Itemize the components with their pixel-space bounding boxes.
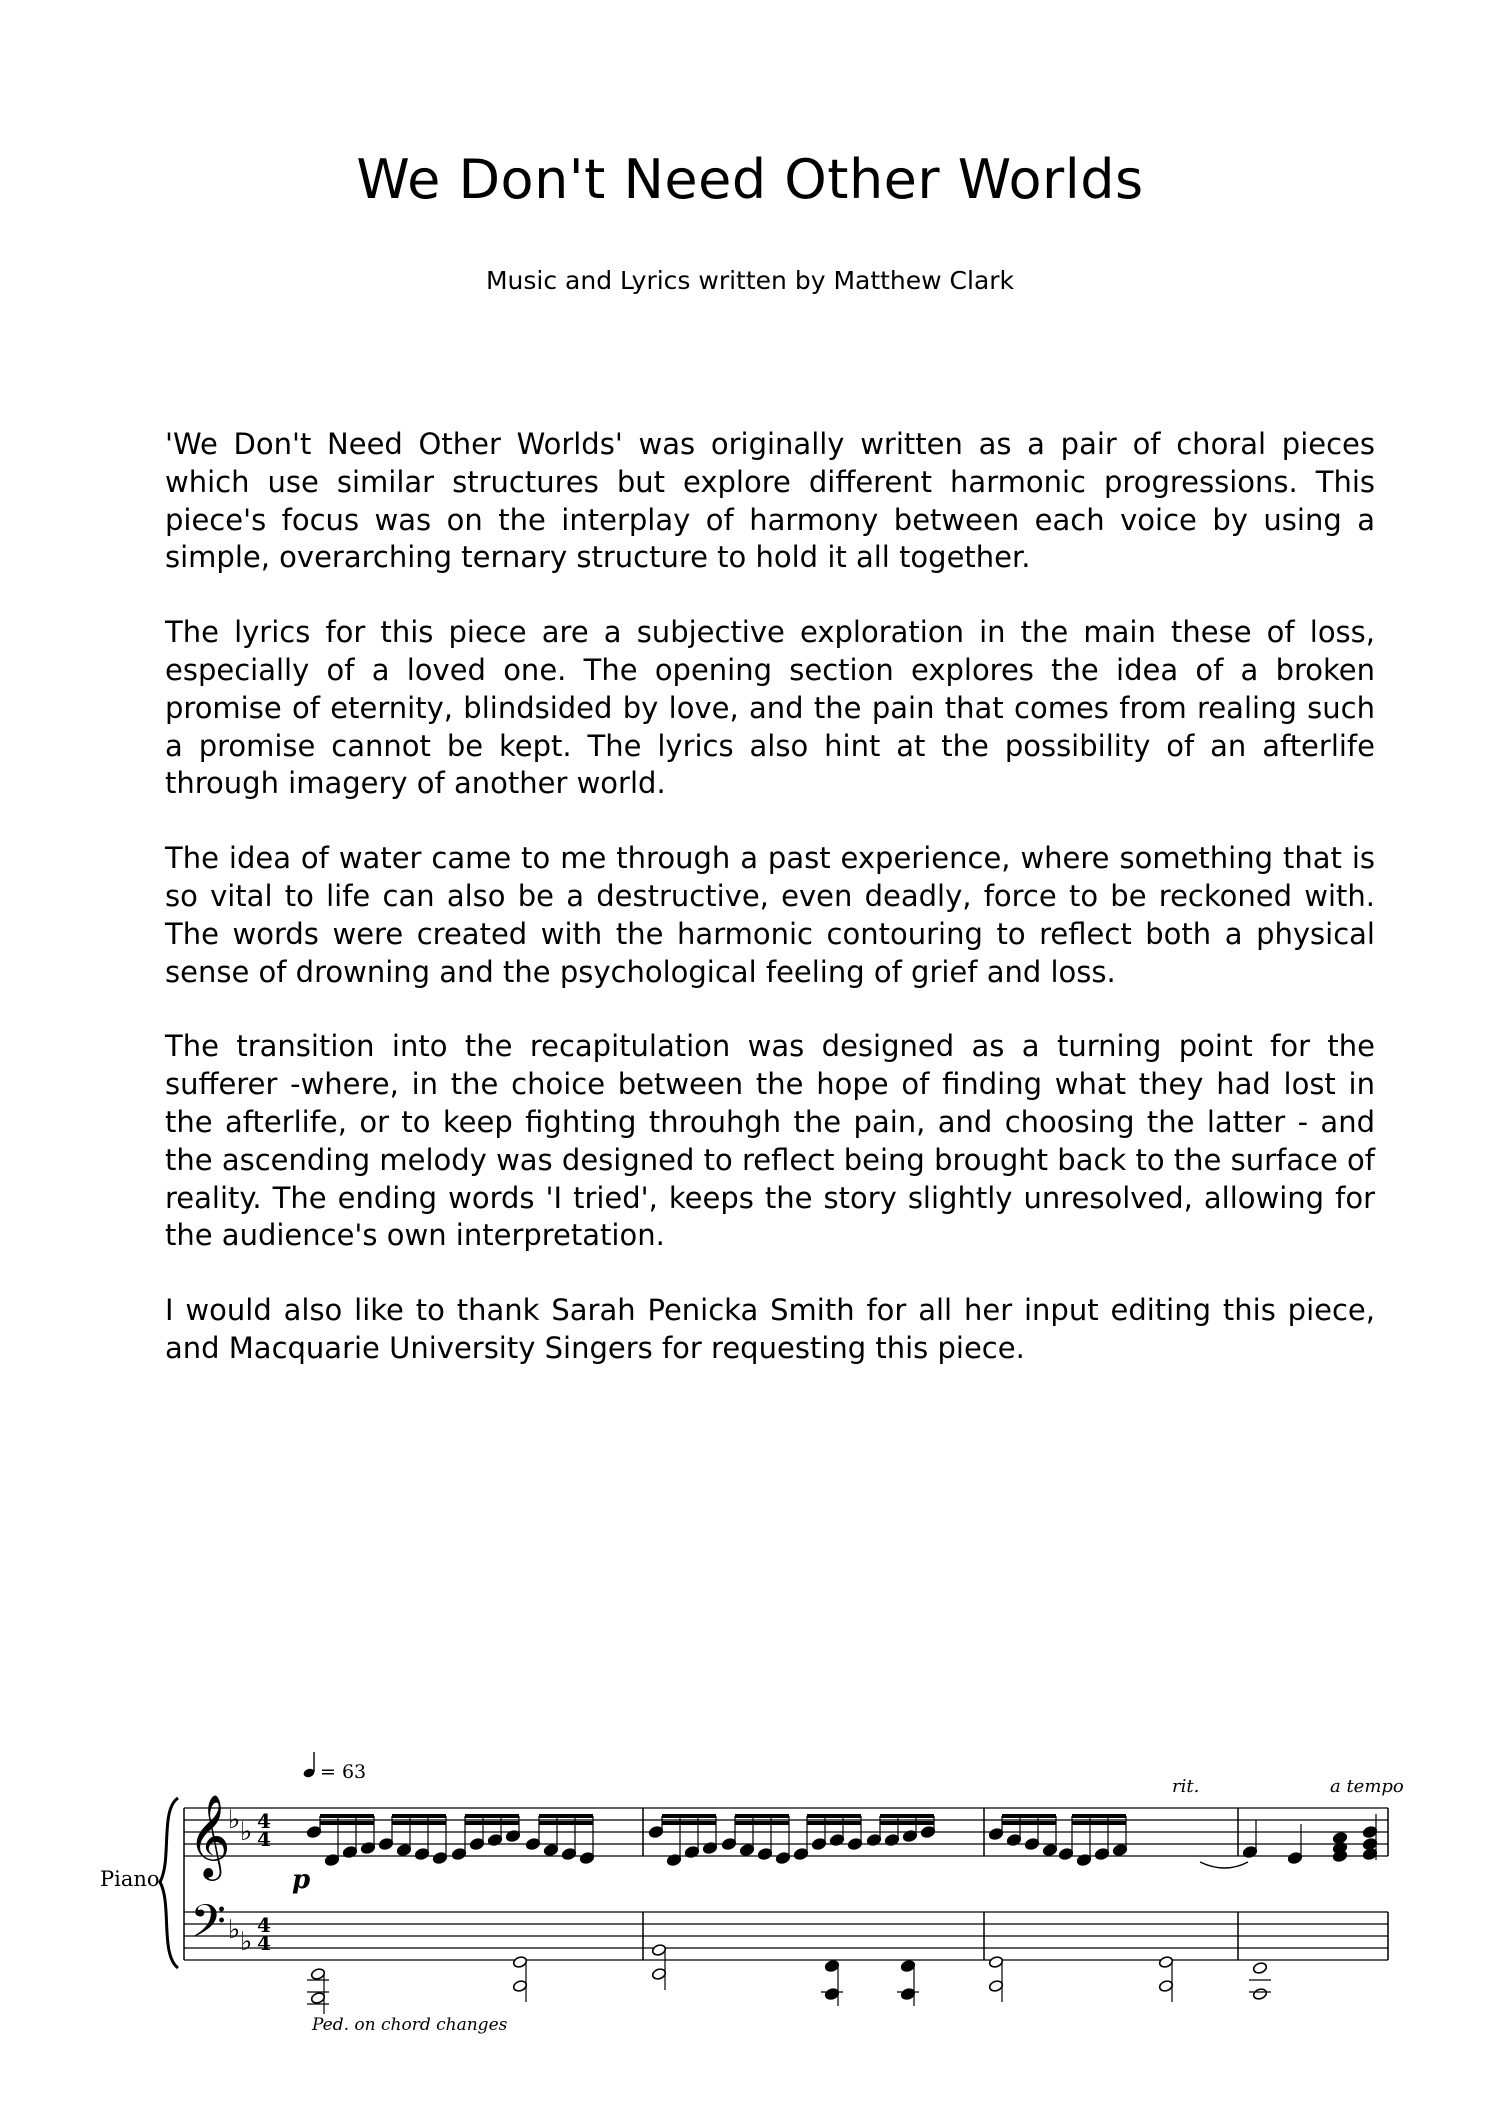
rit-marking: rit. [1172, 1776, 1200, 1797]
sixteenth-note [775, 1851, 790, 1864]
bass-note [651, 1943, 666, 1956]
treble-time-bottom: 4 [257, 1827, 271, 1851]
whole-note [1252, 1987, 1267, 2000]
bass-note [310, 1991, 325, 2004]
page-subtitle: Music and Lyrics written by Matthew Clark [485, 266, 1015, 295]
bass-note [824, 1987, 839, 2000]
bass-note [824, 1959, 839, 1972]
sixteenth-note [396, 1843, 411, 1856]
page-title: We Don't Need Other Worlds [356, 148, 1144, 211]
sixteenth-note [988, 1827, 1003, 1840]
bass-note [512, 1979, 527, 1992]
treble-key-flat-1: ♭ [228, 1805, 241, 1835]
bass-note [651, 1967, 666, 1980]
pedal-marking: Ped. on chord changes [312, 2015, 508, 2035]
brace [160, 1798, 178, 1968]
instrument-label: Piano [100, 1867, 160, 1891]
paragraph-4: The transition into the recapitulation was designed as a turning point for the sufferer -where, in the choice between the hope of finding what they had lost in the afterlife, or to keep fighting throuhgh the pain, and choosing the latter - and the ascending melody was designed to reflect being brought back to the surface of reality. The ending words 'I tried', keeps the story slightly unresolved, allowing for the audience's own interpretation. [165, 1029, 1375, 1253]
sixteenth-note [1058, 1847, 1073, 1860]
sixteenth-note [811, 1837, 826, 1850]
bass-key-flat-1: ♭ [228, 1915, 241, 1945]
bass-key-flat-2: ♭ [240, 1927, 253, 1957]
sixteenth-note [793, 1847, 808, 1860]
sixteenth-note [1024, 1837, 1039, 1850]
sixteenth-note [432, 1851, 447, 1864]
treble-key-flat-2: ♭ [240, 1817, 253, 1847]
sixteenth-note [847, 1837, 862, 1850]
sixteenth-note [414, 1847, 429, 1860]
tempo-marking [302, 1752, 366, 1783]
paragraph-3: The idea of water came to me through a past experience, where something that is so vital to life can also be a destructive, even deadly, force to be reckoned with. The words were created with the harmonic contouring to reflect both a physical sense of drowning and the psychological feeling of grief and loss. [165, 841, 1375, 989]
sixteenth-note [525, 1837, 540, 1850]
sixteenth-note [920, 1825, 935, 1838]
staff-lines [184, 1808, 1388, 1960]
sixteenth-note [378, 1837, 393, 1850]
bass-note [1158, 1955, 1173, 1968]
bass-time-bottom: 4 [257, 1931, 271, 1955]
sixteenth-note [451, 1847, 466, 1860]
whole-note [1252, 1961, 1267, 1974]
sixteenth-note [648, 1825, 663, 1838]
paragraph-5: I would also like to thank Sarah Penicka Smith for all her input editing this piece, and Macquarie University Singers for requesting this piece. [165, 1293, 1375, 1365]
treble-clef: 𝄞 [188, 1793, 231, 1877]
a-tempo-marking: a tempo [1330, 1776, 1404, 1797]
bass-note [310, 1967, 325, 1980]
sixteenth-note [1042, 1843, 1057, 1856]
bass-note [512, 1955, 527, 1968]
piano-score-system [0, 1740, 1500, 2040]
sixteenth-note [1094, 1847, 1109, 1860]
sixteenth-note [561, 1847, 576, 1860]
sixteenth-note [739, 1843, 754, 1856]
dotted-quarter-note [1287, 1851, 1302, 1864]
bass-note [900, 1987, 915, 2000]
chord-note [1362, 1847, 1377, 1860]
sixteenth-note [469, 1837, 484, 1850]
tie [1200, 1862, 1248, 1868]
paragraph-2: The lyrics for this piece are a subjective exploration in the main these of loss, especially of a loved one. The opening section explores the idea of a broken promise of eternity, blindsided by love, and the pain that comes from realing such a promise cannot be kept. The lyrics also hint at the possibility of an afterlife through imagery of another world. [165, 615, 1375, 801]
bass-note [988, 1955, 1003, 1968]
dynamic-piano: p [292, 1865, 311, 1895]
bass-note [900, 1959, 915, 1972]
bass-note [1158, 1979, 1173, 1992]
sixteenth-note [1112, 1843, 1127, 1856]
paragraph-1: 'We Don't Need Other Worlds' was originally written as a pair of choral pieces which use similar structures but explore different harmonic progressions. This piece's focus was on the interplay of harmony between each voice by using a simple, overarching ternary structure to hold it all together. [165, 427, 1375, 575]
bass-clef: 𝄢 [190, 1895, 227, 1960]
tempo-value: = 63 [320, 1761, 367, 1783]
chord-note [1362, 1825, 1377, 1838]
treble-time-top: 4 [257, 1809, 271, 1833]
sixteenth-note [721, 1837, 736, 1850]
bass-note [988, 1979, 1003, 1992]
program-notes [165, 426, 1375, 1405]
bass-time-top: 4 [257, 1913, 271, 1937]
sixteenth-note [757, 1847, 772, 1860]
sixteenth-note [579, 1851, 594, 1864]
sixteenth-note [543, 1843, 558, 1856]
sixteenth-note [306, 1825, 321, 1838]
